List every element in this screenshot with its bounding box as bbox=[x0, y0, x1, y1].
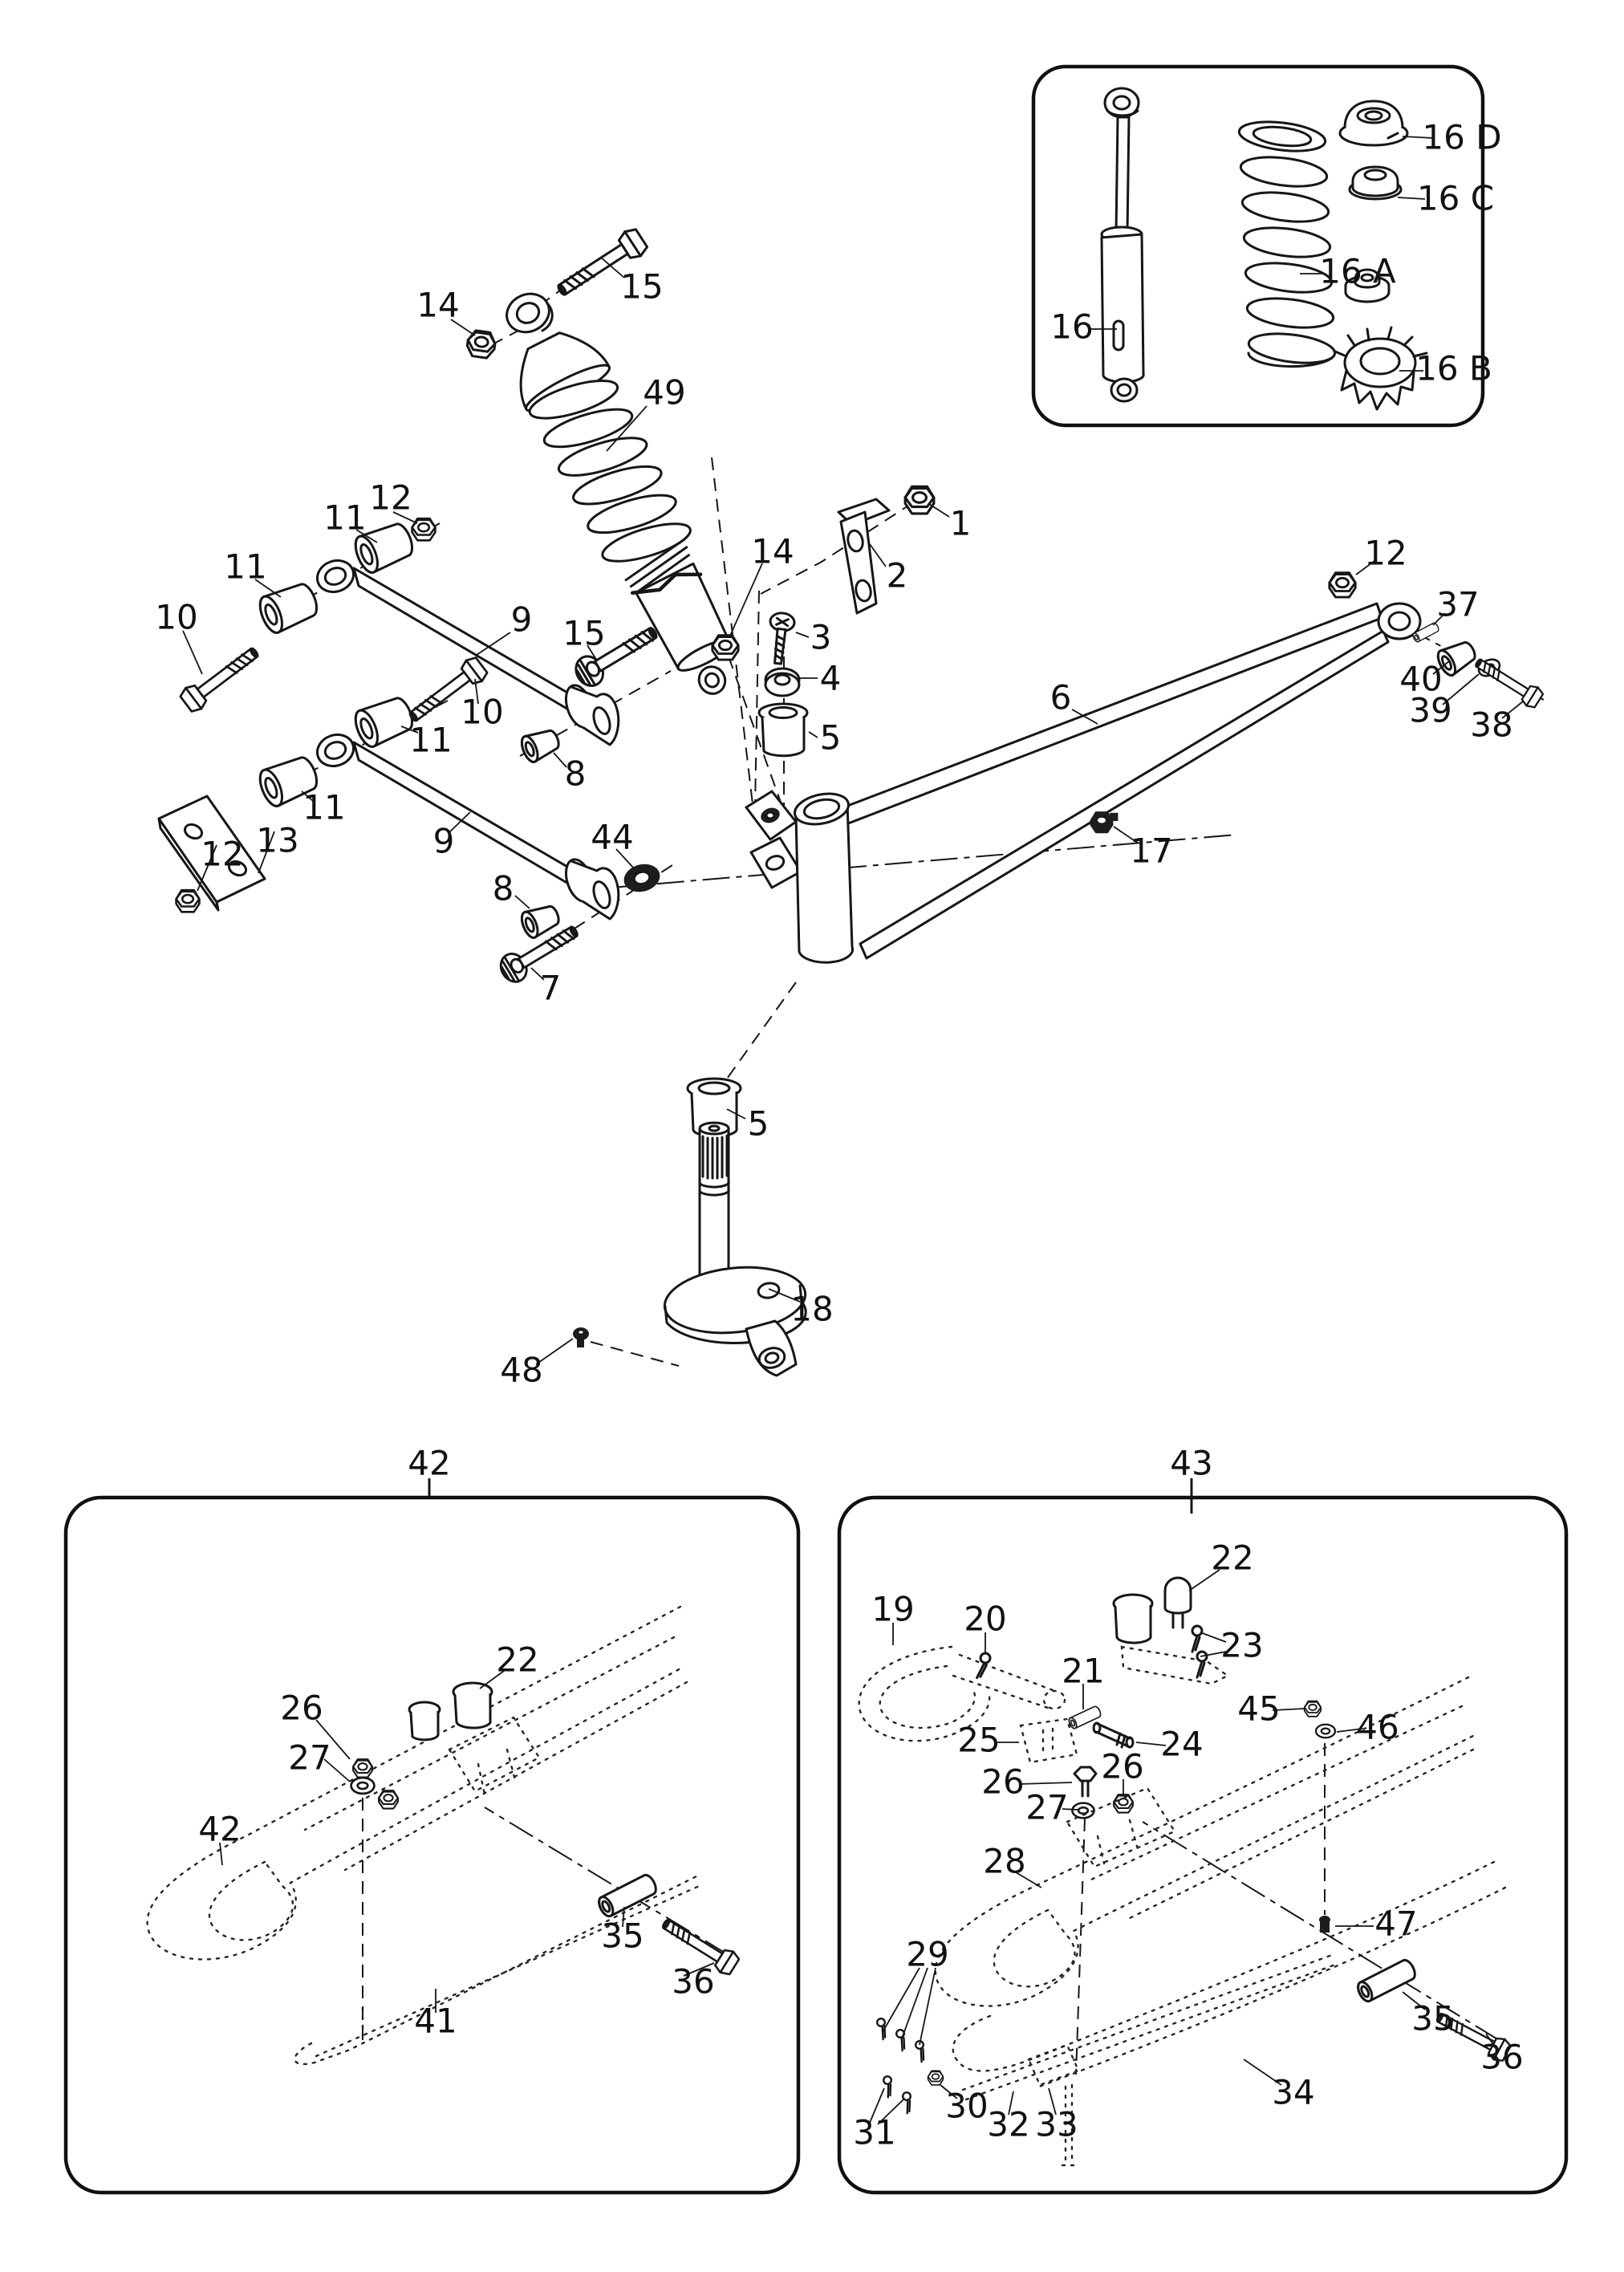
bolt-38 bbox=[1472, 653, 1545, 710]
ski-leg-spindle bbox=[573, 1079, 809, 1376]
part-label-16d: 16 D bbox=[1422, 117, 1502, 157]
construction-lines bbox=[270, 286, 1544, 1366]
rod-21 bbox=[1068, 1705, 1102, 1729]
part-label-37: 37 bbox=[1436, 584, 1480, 624]
screw-20 bbox=[977, 1652, 991, 1680]
part-label-35: 35 bbox=[601, 1916, 644, 1956]
part-label-9: 9 bbox=[510, 599, 533, 640]
ski-stop-22 bbox=[409, 1683, 492, 1740]
washer-44 bbox=[621, 860, 664, 896]
part-label-11: 11 bbox=[224, 547, 267, 587]
screw-29 bbox=[915, 2040, 929, 2062]
bushing-8 bbox=[518, 901, 562, 940]
part-label-48: 48 bbox=[500, 1350, 543, 1390]
part-label-7: 7 bbox=[539, 968, 562, 1008]
nut-45 bbox=[1305, 1701, 1321, 1717]
part-label-4: 4 bbox=[819, 658, 842, 698]
screw-31 bbox=[883, 2075, 895, 2097]
part-label-16c: 16 C bbox=[1416, 178, 1495, 218]
spindle-housing bbox=[746, 789, 853, 962]
part-label-10: 10 bbox=[155, 597, 198, 637]
part-label-36: 36 bbox=[672, 1961, 715, 2002]
part-label-11: 11 bbox=[409, 720, 453, 760]
part-label-19: 19 bbox=[871, 1589, 915, 1629]
part-label-5: 5 bbox=[747, 1103, 769, 1144]
bushing-11 bbox=[351, 693, 417, 750]
part-label-49: 49 bbox=[643, 372, 686, 413]
part-label-24: 24 bbox=[1160, 1724, 1204, 1764]
nut-14-top bbox=[466, 330, 497, 359]
screw-31 bbox=[902, 2091, 915, 2113]
bushing-8 bbox=[518, 725, 562, 764]
part-label-30: 30 bbox=[945, 2086, 989, 2126]
bushing-11 bbox=[256, 579, 322, 636]
part-label-33: 33 bbox=[1035, 2104, 1078, 2144]
part-label-27: 27 bbox=[1025, 1787, 1069, 1827]
part-label-36: 36 bbox=[1480, 2037, 1524, 2077]
bolt-10-left bbox=[178, 641, 263, 714]
ski-stop-22 bbox=[1114, 1578, 1191, 1643]
part-label-23: 23 bbox=[1220, 1625, 1264, 1665]
part-label-3: 3 bbox=[810, 617, 832, 657]
part-label-10: 10 bbox=[461, 692, 504, 732]
grease-fitting bbox=[573, 1327, 589, 1347]
part-label-15: 15 bbox=[562, 613, 606, 653]
part-label-32: 32 bbox=[987, 2104, 1030, 2144]
part-label-31: 31 bbox=[853, 2112, 896, 2152]
part-label-40: 40 bbox=[1399, 659, 1443, 699]
nut-12-bottom bbox=[177, 890, 200, 912]
part-label-26: 26 bbox=[1101, 1746, 1144, 1786]
part-label-6: 6 bbox=[1050, 677, 1072, 717]
panel-42 bbox=[66, 1498, 798, 2193]
part-label-22: 22 bbox=[1211, 1538, 1254, 1578]
nut-17 bbox=[1090, 811, 1119, 833]
part-label-22: 22 bbox=[496, 1640, 539, 1680]
part-label-9: 9 bbox=[432, 821, 455, 861]
washer-46 bbox=[1316, 1725, 1335, 1738]
part-label-45: 45 bbox=[1237, 1689, 1281, 1729]
spring-16a bbox=[1237, 118, 1336, 368]
screw-29 bbox=[876, 2018, 891, 2039]
part-label-12: 12 bbox=[1364, 533, 1407, 573]
rod-24 bbox=[1094, 1723, 1133, 1747]
part-label-38: 38 bbox=[1470, 705, 1513, 745]
stud-47 bbox=[1319, 1916, 1330, 1933]
leader-lines bbox=[183, 136, 1523, 2124]
steering-stop-bracket bbox=[838, 499, 889, 613]
washer-4 bbox=[765, 669, 799, 696]
nut-26 bbox=[353, 1759, 372, 1777]
part-label-28: 28 bbox=[983, 1841, 1026, 1881]
part-label-25: 25 bbox=[957, 1720, 1001, 1760]
cap-16d bbox=[1340, 101, 1407, 145]
part-label-16: 16 bbox=[1050, 307, 1094, 347]
screw-3 bbox=[766, 612, 795, 665]
part-label-13: 13 bbox=[256, 820, 299, 860]
part-label-35: 35 bbox=[1411, 1998, 1455, 2038]
part-label-17: 17 bbox=[1130, 831, 1173, 871]
part-label-8: 8 bbox=[492, 868, 514, 908]
part-label-14: 14 bbox=[416, 285, 460, 325]
part-label-2: 2 bbox=[886, 555, 908, 595]
part-label-26: 26 bbox=[280, 1688, 323, 1728]
part-label-39: 39 bbox=[1409, 690, 1452, 730]
shock-absorber-16 bbox=[1102, 88, 1143, 401]
screw-29 bbox=[895, 2029, 910, 2050]
part-label-16a: 16 A bbox=[1319, 251, 1396, 291]
part-label-44: 44 bbox=[591, 817, 634, 857]
part-label-42: 42 bbox=[408, 1443, 451, 1483]
part-label-27: 27 bbox=[288, 1738, 331, 1778]
nut-14-mid bbox=[713, 636, 738, 660]
part-label-18: 18 bbox=[790, 1289, 834, 1329]
part-label-46: 46 bbox=[1356, 1707, 1399, 1747]
part-label-41: 41 bbox=[414, 2001, 457, 2041]
nut-30 bbox=[928, 2071, 944, 2085]
part-label-47: 47 bbox=[1374, 1904, 1418, 1944]
adjuster-cam-16b bbox=[1335, 327, 1427, 409]
part-label-29: 29 bbox=[906, 1934, 949, 1974]
part-label-21: 21 bbox=[1062, 1651, 1105, 1691]
hex-bolt-26 bbox=[1074, 1767, 1096, 1796]
part-label-26: 26 bbox=[981, 1762, 1025, 1802]
part-label-11: 11 bbox=[302, 787, 346, 827]
retainer-16c bbox=[1350, 167, 1401, 199]
flanged-nut bbox=[379, 1790, 398, 1808]
part-label-8: 8 bbox=[564, 754, 587, 794]
part-label-15: 15 bbox=[620, 266, 664, 307]
part-label-20: 20 bbox=[964, 1599, 1007, 1639]
washer-27 bbox=[351, 1778, 375, 1794]
part-label-43: 43 bbox=[1170, 1443, 1213, 1483]
part-label-1: 1 bbox=[949, 503, 972, 543]
part-label-12: 12 bbox=[201, 834, 244, 874]
part-label-14: 14 bbox=[751, 531, 794, 571]
part-label-12: 12 bbox=[369, 478, 412, 518]
bushing-5-upper bbox=[759, 704, 807, 756]
bracket-25 bbox=[1021, 1719, 1077, 1762]
part-label-34: 34 bbox=[1272, 2072, 1315, 2112]
nut-1 bbox=[905, 486, 934, 514]
part-label-42: 42 bbox=[198, 1809, 242, 1849]
trailing-arm bbox=[839, 604, 1420, 958]
nut-12-right bbox=[1330, 573, 1355, 597]
part-label-16b: 16 B bbox=[1415, 348, 1492, 388]
part-label-11: 11 bbox=[323, 498, 367, 538]
shock-eye-bushing bbox=[501, 287, 555, 339]
part-label-5: 5 bbox=[819, 717, 842, 758]
